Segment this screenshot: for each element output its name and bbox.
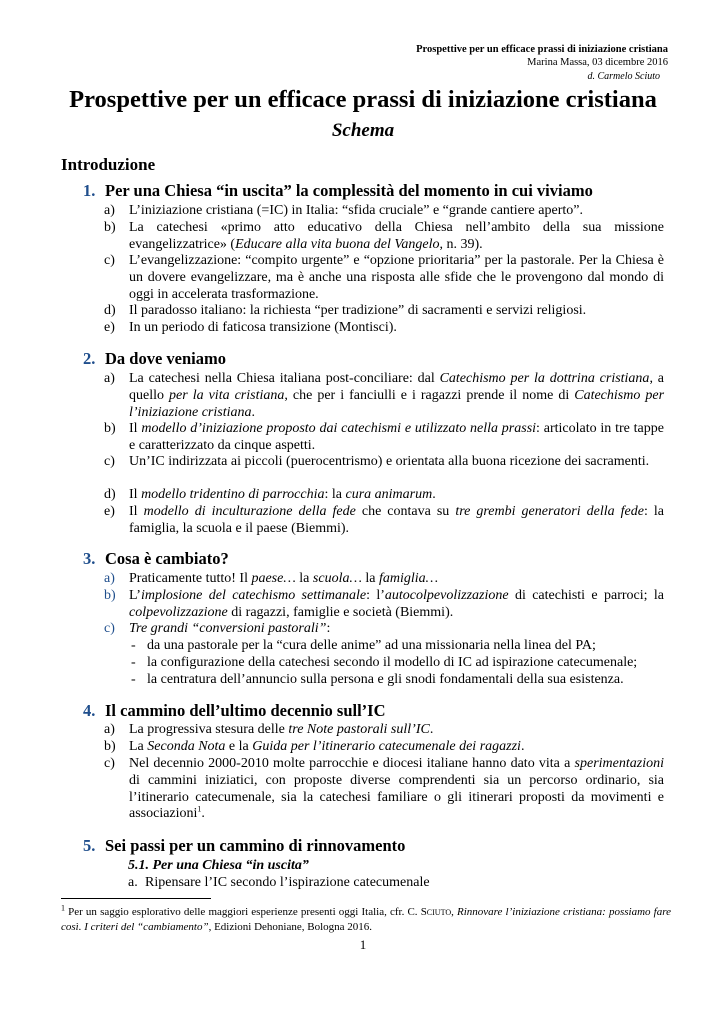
section-number: 2.: [83, 349, 96, 368]
page-number: 1: [359, 937, 367, 952]
section-title: Da dove veniamo: [105, 349, 226, 368]
list-item: e) Il modello di inculturazione della fede che contava su tre grembi generatori della fede: la famiglia, la scuola e il paese (Biemmi).: [104, 504, 664, 536]
section-title: Sei passi per un cammino di rinnovamento: [105, 836, 406, 855]
list-item: c) Un’IC indirizzata ai piccoli (puerocentrismo) e orientata alla buona ricezione dei sacramenti.: [104, 454, 650, 469]
running-header-author: d. Carmelo Sciuto: [587, 71, 660, 82]
list-item: d) Il paradosso italiano: la richiesta “per tradizione” di sacramenti e servizi religiosi.: [104, 303, 587, 318]
dash-item: - la configurazione della catechesi secondo il modello di IC ad ispirazione catecumenale;: [131, 655, 638, 670]
list-item: b) Il modello d’iniziazione proposto dai catechismi e utilizzato nella prassi: articolato in tre tappe e caratterizzato da cinque aspetti.: [104, 421, 664, 453]
list-item: c) Nel decennio 2000-2010 molte parrocchie e diocesi italiane hanno dato vita a sperimentazioni di cammini iniziatici, con proposte diverse comprendenti sia un percorso ordinario, sia l’itinerario catecumenale, sia la catechesi familiare o gli itinerari proposti da movimenti e associazioni$^1$.: [104, 756, 664, 822]
section-title: Per una Chiesa “in uscita” la complessità del momento in cui viviamo: [105, 181, 593, 200]
list-item: d) Il modello tridentino di parrocchia: la cura animarum.: [104, 487, 436, 502]
intro-heading: Introduzione: [61, 155, 156, 174]
section-heading-3: [83, 549, 229, 569]
list-item: e) In un periodo di faticosa transizione (Montisci).: [104, 320, 397, 335]
list-item: b) L’implosione del catechismo settimanale: l’autocolpevolizzazione di catechisti e parroci; la colpevolizzazione di ragazzi, famiglie e società (Biemmi).: [104, 588, 664, 620]
section-heading-4: [83, 701, 386, 721]
list-item: a) L’iniziazione cristiana (=IC) in Italia: “sfida cruciale” e “grande cantiere aperto”.: [104, 203, 583, 218]
section-heading-5: [83, 836, 405, 856]
list-item: a) Praticamente tutto! Il paese… la scuola… la famiglia…: [104, 571, 439, 586]
running-header-title: Prospettive per un efficace prassi di iniziazione cristiana: [416, 44, 668, 55]
document-title: Prospettive per un efficace prassi di iniziazione cristiana: [69, 86, 657, 113]
section-number: 4.: [83, 701, 96, 720]
section-title: Il cammino dell’ultimo decennio sull’IC: [105, 701, 386, 720]
list-item: c) Tre grandi “conversioni pastorali”:: [104, 621, 331, 636]
document-subtitle: Schema: [331, 120, 395, 141]
dash-item: - da una pastorale per la “cura delle anime” ad una missionaria nella linea del PA;: [131, 638, 596, 653]
list-item: b) La Seconda Nota e la Guida per l’itinerario catecumenale dei ragazzi.: [104, 739, 525, 754]
running-header-place-date: Marina Massa, 03 dicembre 2016: [527, 57, 668, 68]
list-item: a) La catechesi nella Chiesa italiana post-conciliare: dal Catechismo per la dottrina cristiana, a quello per la vita cristiana, che per i fanciulli e i ragazzi prende il nome di Catechismo per l’iniziazione cristiana.: [104, 371, 665, 420]
dash-item: - la centratura dell’annuncio sulla persona e gli snodi fondamentali della sua esistenza.: [131, 672, 624, 687]
subsection-heading: 5.1. Per una Chiesa “in uscita”: [128, 858, 309, 873]
section-title: Cosa è cambiato?: [105, 549, 229, 568]
footnote: $^1$ Per un saggio esplorativo delle maggiori esperienze presenti oggi Italia, cfr. C. Sciuto, Rinnovare l’iniziazione cristiana: possiamo fare così. I criteri del “cambiamento”, Edizioni Dehoniane, Bologna 2016.: [61, 903, 671, 933]
list-item: a. Ripensare l’IC secondo l’ispirazione catecumenale: [128, 875, 430, 890]
footnote-separator: [61, 898, 211, 899]
list-item: b) La catechesi «primo atto educativo della Chiesa nell’ambito della sua missione evangelizzatrice» (Educare alla vita buona del Vangelo, n. 39).: [104, 220, 664, 252]
section-number: 1.: [83, 181, 96, 200]
footnote-ref: 1: [197, 804, 202, 814]
list-item: c) L’evangelizzazione: “compito urgente” e “opzione prioritaria” per la pastorale. Per la Chiesa è un dovere evangelizzare, ma è anche una risposta alle sfide che le provengono dal mondo di oggi in accelerata trasformazione.: [104, 253, 664, 302]
section-number: 5.: [83, 836, 96, 855]
section-number: 3.: [83, 549, 96, 568]
section-heading-1: [83, 181, 593, 201]
section-heading-2: [83, 349, 226, 369]
list-item: a) La progressiva stesura delle tre Note pastorali sull’IC.: [104, 722, 434, 737]
